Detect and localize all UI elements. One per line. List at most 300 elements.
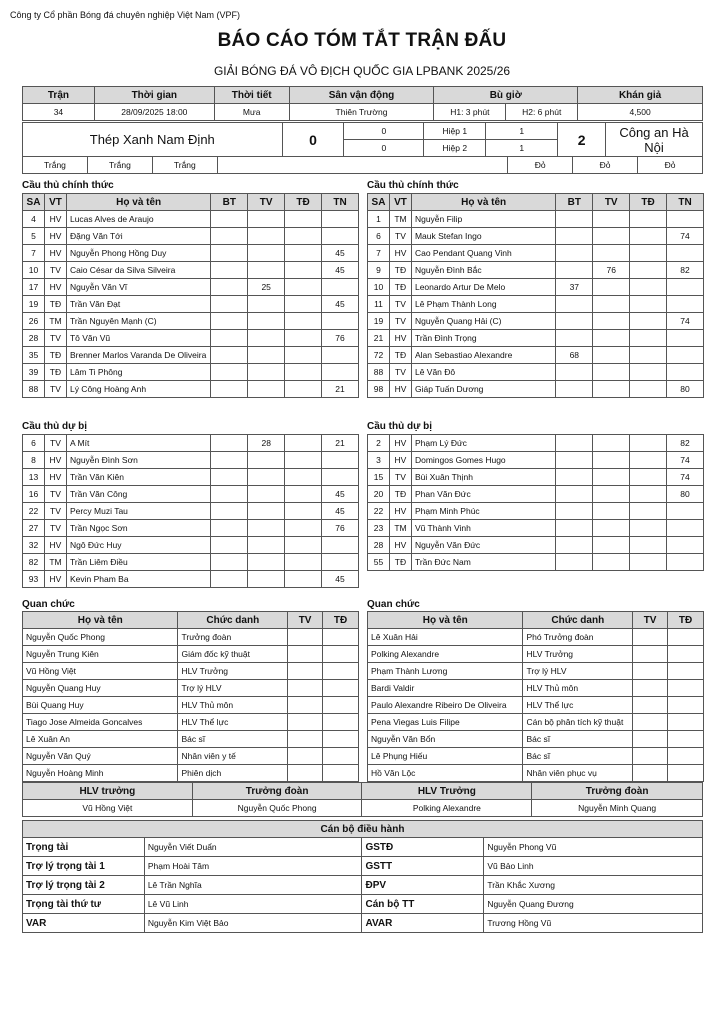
official-yellow-card — [633, 629, 668, 646]
player-row — [368, 381, 704, 398]
official-row — [368, 646, 704, 663]
company-name: Công ty Cổ phần Bóng đá chuyên nghiệp Việt Nam (VPF) — [10, 10, 240, 20]
player-yellow-card — [593, 228, 630, 245]
player-yellow-card — [593, 452, 630, 469]
official-red-card — [668, 646, 704, 663]
player-number: 7 — [368, 245, 390, 262]
player-position: HV — [44, 571, 66, 588]
away-team-manager: Nguyễn Minh Quang — [532, 800, 703, 817]
player-number: 26 — [23, 313, 45, 330]
player-row — [23, 228, 359, 245]
official-yellow-card — [633, 646, 668, 663]
player-red-card — [285, 330, 322, 347]
official-row — [368, 714, 704, 731]
official-row — [368, 748, 704, 765]
official-row — [368, 697, 704, 714]
player-name: Giáp Tuấn Dương — [411, 381, 555, 398]
player-yellow-card — [593, 245, 630, 262]
player-position: HV — [389, 452, 411, 469]
referee-role-label: Trợ lý trọng tài 2 — [23, 876, 145, 895]
player-number: 17 — [23, 279, 45, 296]
player-row — [23, 330, 359, 347]
player-red-card — [285, 313, 322, 330]
player-number: 23 — [368, 520, 390, 537]
player-red-card — [630, 435, 667, 452]
player-red-card — [630, 330, 667, 347]
player-name: Nguyễn Đình Bắc — [411, 262, 555, 279]
player-goal-minute — [211, 503, 248, 520]
official-row — [23, 680, 359, 697]
away-officials-table — [367, 611, 704, 782]
h2-label: Hiệp 2 — [424, 140, 486, 157]
player-number: 7 — [23, 245, 45, 262]
away-kit-socks: Đỏ — [638, 157, 703, 174]
player-sub-minute — [667, 330, 704, 347]
official-role: Cán bộ phân tích kỹ thuật — [523, 714, 633, 731]
official-yellow-card — [633, 680, 668, 697]
official-role: HLV Trưởng — [178, 663, 288, 680]
player-number: 11 — [368, 296, 390, 313]
player-row — [23, 486, 359, 503]
match-officials-title: Cán bộ điều hành — [23, 821, 703, 838]
player-goal-minute — [211, 228, 248, 245]
player-number: 10 — [23, 262, 45, 279]
player-name: Trần Đức Nam — [411, 554, 556, 571]
player-red-card — [630, 228, 667, 245]
player-yellow-card — [248, 313, 285, 330]
player-number: 28 — [23, 330, 45, 347]
home-starters-table — [22, 193, 359, 398]
official-role: Phiên dịch — [178, 765, 288, 782]
official-yellow-card — [633, 765, 668, 782]
player-sub-minute — [667, 211, 704, 228]
player-position: HV — [389, 537, 411, 554]
official-role: HLV Thủ môn — [523, 680, 633, 697]
player-row — [23, 211, 359, 228]
player-red-card — [630, 452, 667, 469]
player-goal-minute — [211, 330, 248, 347]
player-yellow-card — [248, 554, 285, 571]
official-red-card — [323, 680, 359, 697]
home-kit-shirt: Trắng — [23, 157, 88, 174]
player-sub-minute — [667, 537, 704, 554]
supervisor-name: Nguyễn Quang Đương — [484, 895, 703, 914]
official-name: Polking Alexandre — [368, 646, 523, 663]
player-position: HV — [389, 245, 411, 262]
player-sub-minute: 82 — [667, 435, 704, 452]
player-yellow-card: 76 — [593, 262, 630, 279]
official-red-card — [323, 697, 359, 714]
player-name: Phạm Minh Phúc — [411, 503, 556, 520]
official-role: Giám đốc kỹ thuật — [178, 646, 288, 663]
player-yellow-card — [248, 211, 285, 228]
kit-table — [22, 156, 703, 174]
player-sub-minute: 76 — [322, 330, 359, 347]
player-yellow-card: 28 — [248, 435, 285, 452]
player-number: 88 — [23, 381, 45, 398]
player-number: 19 — [368, 313, 390, 330]
official-red-card — [323, 629, 359, 646]
player-goal-minute — [556, 313, 593, 330]
player-red-card — [285, 571, 322, 588]
official-red-card — [323, 714, 359, 731]
official-yellow-card — [288, 731, 323, 748]
player-yellow-card — [593, 537, 630, 554]
player-row — [368, 520, 704, 537]
supervisor-role-label: GSTT — [362, 857, 484, 876]
away-subs-table — [367, 434, 704, 571]
player-name: Lê Phạm Thành Long — [411, 296, 555, 313]
player-number: 2 — [368, 435, 390, 452]
player-red-card — [630, 503, 667, 520]
player-position: TM — [389, 520, 411, 537]
player-name: Percy Muzi Tau — [66, 503, 211, 520]
official-yellow-card — [288, 680, 323, 697]
official-role: Trợ lý HLV — [523, 663, 633, 680]
player-row — [23, 469, 359, 486]
player-position: HV — [44, 211, 66, 228]
home-team-manager: Nguyễn Quốc Phong — [192, 800, 362, 817]
player-goal-minute — [556, 452, 593, 469]
player-number: 28 — [368, 537, 390, 554]
player-name: Caio César da Silva Silveira — [66, 262, 210, 279]
player-row — [368, 313, 704, 330]
player-name: Ngô Đức Huy — [66, 537, 211, 554]
player-row — [23, 537, 359, 554]
player-number: 22 — [23, 503, 45, 520]
player-sub-minute: 76 — [322, 520, 359, 537]
home-starters-heading: Cầu thủ chính thức — [22, 180, 114, 191]
player-name: Nguyễn Filip — [411, 211, 555, 228]
col-tv: TV — [288, 612, 323, 629]
player-red-card — [285, 279, 322, 296]
player-goal-minute — [211, 554, 248, 571]
label-match: Trận — [23, 87, 95, 104]
report-title: BÁO CÁO TÓM TẮT TRẬN ĐẤU — [217, 30, 507, 51]
player-row — [368, 364, 704, 381]
player-row — [23, 262, 359, 279]
supervisor-role-label: GSTĐ — [362, 838, 484, 857]
stoppage-h2: H2: 6 phút — [506, 104, 578, 121]
player-red-card — [630, 211, 667, 228]
official-name: Tiago Jose Almeida Goncalves — [23, 714, 178, 731]
player-name: Vũ Thành Vinh — [411, 520, 556, 537]
referee-row — [23, 857, 703, 876]
player-sub-minute — [322, 537, 359, 554]
player-yellow-card — [593, 554, 630, 571]
player-goal-minute — [211, 452, 248, 469]
score-table — [22, 122, 703, 157]
supervisor-role-label: Cán bộ TT — [362, 895, 484, 914]
referee-row — [23, 914, 703, 933]
home-head-coach: Vũ Hồng Việt — [23, 800, 193, 817]
official-role: Trợ lý HLV — [178, 680, 288, 697]
player-row — [23, 503, 359, 520]
player-red-card — [285, 503, 322, 520]
official-row — [23, 629, 359, 646]
official-role: HLV Thể lực — [178, 714, 288, 731]
match-number: 34 — [23, 104, 95, 121]
official-name: Nguyễn Hoàng Minh — [23, 765, 178, 782]
player-red-card — [285, 554, 322, 571]
player-sub-minute: 21 — [322, 381, 359, 398]
official-row — [368, 680, 704, 697]
col-name: Họ và tên — [411, 194, 555, 211]
player-row — [23, 381, 359, 398]
supervisor-role-label: AVAR — [362, 914, 484, 933]
official-yellow-card — [288, 748, 323, 765]
player-position: HV — [44, 279, 66, 296]
player-sub-minute — [667, 554, 704, 571]
player-name: Nguyễn Đình Sơn — [66, 452, 211, 469]
player-yellow-card — [248, 245, 285, 262]
home-officials-heading: Quan chức — [22, 599, 75, 610]
official-role: Bác sĩ — [523, 731, 633, 748]
player-name: Trần Văn Đạt — [66, 296, 210, 313]
player-red-card — [285, 381, 322, 398]
player-yellow-card — [248, 228, 285, 245]
official-role: Nhân viên phục vụ — [523, 765, 633, 782]
player-yellow-card: 25 — [248, 279, 285, 296]
player-goal-minute — [556, 520, 593, 537]
player-number: 32 — [23, 537, 45, 554]
player-row — [23, 279, 359, 296]
official-row — [23, 663, 359, 680]
label-stadium: Sân vận động — [289, 87, 434, 104]
col-name: Họ và tên — [66, 194, 210, 211]
player-sub-minute: 82 — [667, 262, 704, 279]
player-goal-minute — [556, 211, 593, 228]
player-row — [368, 537, 704, 554]
official-red-card — [668, 680, 704, 697]
player-name: Domingos Gomes Hugo — [411, 452, 556, 469]
official-red-card — [668, 765, 704, 782]
player-sub-minute — [667, 347, 704, 364]
away-starters-table — [367, 193, 704, 398]
player-yellow-card — [248, 381, 285, 398]
home-subs-heading: Cầu thủ dự bị — [22, 421, 88, 432]
player-position: TĐ — [389, 486, 411, 503]
player-name: Phạm Lý Đức — [411, 435, 556, 452]
player-name: Lâm Ti Phông — [66, 364, 210, 381]
official-name: Lê Phụng Hiếu — [368, 748, 523, 765]
player-name: Nguyễn Quang Hải (C) — [411, 313, 555, 330]
player-position: TV — [44, 330, 66, 347]
col-sa: SA — [368, 194, 390, 211]
away-kit-shirt: Đỏ — [508, 157, 573, 174]
away-team-name: Công an Hà Nội — [606, 123, 703, 157]
player-sub-minute — [322, 554, 359, 571]
player-position: HV — [389, 435, 411, 452]
official-yellow-card — [288, 646, 323, 663]
player-yellow-card — [593, 364, 630, 381]
player-goal-minute — [211, 296, 248, 313]
player-row — [368, 211, 704, 228]
player-name: Nguyễn Văn Vĩ — [66, 279, 210, 296]
player-goal-minute — [556, 503, 593, 520]
player-number: 10 — [368, 279, 390, 296]
player-sub-minute: 45 — [322, 503, 359, 520]
home-kit-socks: Trắng — [152, 157, 217, 174]
referee-name: Lê Trần Nghĩa — [144, 876, 362, 895]
player-sub-minute: 45 — [322, 245, 359, 262]
referee-role-label: Trọng tài thứ tư — [23, 895, 145, 914]
player-red-card — [630, 520, 667, 537]
official-row — [368, 765, 704, 782]
h2-home: 0 — [344, 140, 424, 157]
player-sub-minute: 80 — [667, 486, 704, 503]
player-yellow-card — [593, 347, 630, 364]
player-red-card — [630, 347, 667, 364]
player-position: TĐ — [389, 347, 411, 364]
player-position: TM — [44, 313, 66, 330]
player-position: TĐ — [44, 296, 66, 313]
official-role: HLV Thủ môn — [178, 697, 288, 714]
player-goal-minute — [211, 435, 248, 452]
official-role: HLV Trưởng — [523, 646, 633, 663]
player-red-card — [630, 554, 667, 571]
player-sub-minute — [667, 364, 704, 381]
player-position: TV — [389, 469, 411, 486]
official-name: Lê Xuân Hải — [368, 629, 523, 646]
player-position: TV — [389, 313, 411, 330]
player-row — [368, 486, 704, 503]
player-name: Trần Văn Công — [66, 486, 211, 503]
player-name: Trần Văn Kiên — [66, 469, 211, 486]
player-position: TV — [44, 503, 66, 520]
player-sub-minute: 74 — [667, 313, 704, 330]
official-yellow-card — [633, 697, 668, 714]
player-name: Mauk Stefan Ingo — [411, 228, 555, 245]
player-red-card — [630, 245, 667, 262]
player-position: HV — [389, 381, 411, 398]
player-goal-minute — [556, 537, 593, 554]
official-red-card — [323, 646, 359, 663]
player-name: Bùi Xuân Thịnh — [411, 469, 556, 486]
player-row — [23, 313, 359, 330]
player-position: TV — [389, 364, 411, 381]
player-red-card — [630, 381, 667, 398]
label-home-team-manager: Trưởng đoàn — [192, 783, 362, 800]
col-vt: VT — [44, 194, 66, 211]
official-red-card — [668, 731, 704, 748]
player-number: 72 — [368, 347, 390, 364]
player-yellow-card — [593, 296, 630, 313]
official-name: Bùi Quang Huy — [23, 697, 178, 714]
player-red-card — [285, 537, 322, 554]
player-sub-minute: 45 — [322, 571, 359, 588]
player-number: 82 — [23, 554, 45, 571]
player-yellow-card — [593, 279, 630, 296]
official-red-card — [323, 748, 359, 765]
player-name: Leonardo Artur De Melo — [411, 279, 555, 296]
player-goal-minute — [211, 245, 248, 262]
player-row — [23, 296, 359, 313]
player-name: Alan Sebastiao Alexandre — [411, 347, 555, 364]
player-yellow-card — [593, 486, 630, 503]
referee-role-label: VAR — [23, 914, 145, 933]
official-red-card — [668, 663, 704, 680]
official-red-card — [668, 697, 704, 714]
official-yellow-card — [288, 765, 323, 782]
player-number: 15 — [368, 469, 390, 486]
player-goal-minute — [556, 435, 593, 452]
player-yellow-card — [248, 571, 285, 588]
player-goal-minute: 37 — [556, 279, 593, 296]
player-goal-minute — [211, 211, 248, 228]
referee-name: Lê Vũ Linh — [144, 895, 362, 914]
player-goal-minute — [211, 313, 248, 330]
official-yellow-card — [633, 748, 668, 765]
official-role: Nhân viên y tế — [178, 748, 288, 765]
player-position: TV — [44, 435, 66, 452]
player-goal-minute — [556, 486, 593, 503]
away-score: 2 — [558, 123, 606, 157]
player-number: 8 — [23, 452, 45, 469]
player-sub-minute — [667, 503, 704, 520]
player-name: Trần Ngọc Sơn — [66, 520, 211, 537]
official-yellow-card — [288, 714, 323, 731]
official-name: Bardi Valdir — [368, 680, 523, 697]
player-red-card — [630, 262, 667, 279]
player-goal-minute — [211, 486, 248, 503]
official-role: HLV Thể lực — [523, 697, 633, 714]
player-name: Lê Văn Đô — [411, 364, 555, 381]
player-position: TV — [389, 296, 411, 313]
report-subtitle: GIẢI BÓNG ĐÁ VÔ ĐỊCH QUỐC GIA LPBANK 2025/26 — [213, 64, 511, 78]
player-goal-minute — [211, 279, 248, 296]
official-yellow-card — [288, 663, 323, 680]
official-red-card — [668, 748, 704, 765]
official-role: Bác sĩ — [523, 748, 633, 765]
player-name: Kevin Pham Ba — [66, 571, 211, 588]
player-number: 6 — [23, 435, 45, 452]
player-yellow-card — [248, 452, 285, 469]
player-red-card — [630, 313, 667, 330]
label-stoppage: Bù giờ — [434, 87, 578, 104]
player-position: TĐ — [44, 364, 66, 381]
col-td: TĐ — [668, 612, 704, 629]
supervisor-name: Trương Hồng Vũ — [484, 914, 703, 933]
label-weather: Thời tiết — [214, 87, 289, 104]
referee-row — [23, 876, 703, 895]
player-position: TV — [389, 228, 411, 245]
player-sub-minute: 45 — [322, 296, 359, 313]
player-row — [368, 435, 704, 452]
col-role: Chức danh — [523, 612, 633, 629]
player-row — [368, 330, 704, 347]
official-name: Nguyễn Quốc Phong — [23, 629, 178, 646]
official-row — [23, 731, 359, 748]
col-tn: TN — [322, 194, 359, 211]
col-tv: TV — [593, 194, 630, 211]
player-goal-minute — [556, 554, 593, 571]
official-yellow-card — [633, 731, 668, 748]
player-yellow-card — [248, 347, 285, 364]
player-red-card — [285, 520, 322, 537]
official-role: Phó Trưởng đoàn — [523, 629, 633, 646]
player-yellow-card — [593, 313, 630, 330]
label-time: Thời gian — [94, 87, 214, 104]
player-number: 20 — [368, 486, 390, 503]
away-officials-heading: Quan chức — [367, 599, 420, 610]
player-name: Phan Văn Đức — [411, 486, 556, 503]
player-row — [23, 245, 359, 262]
player-row — [23, 452, 359, 469]
player-row — [368, 554, 704, 571]
player-position: HV — [44, 469, 66, 486]
player-name: Nguyễn Phong Hồng Duy — [66, 245, 210, 262]
